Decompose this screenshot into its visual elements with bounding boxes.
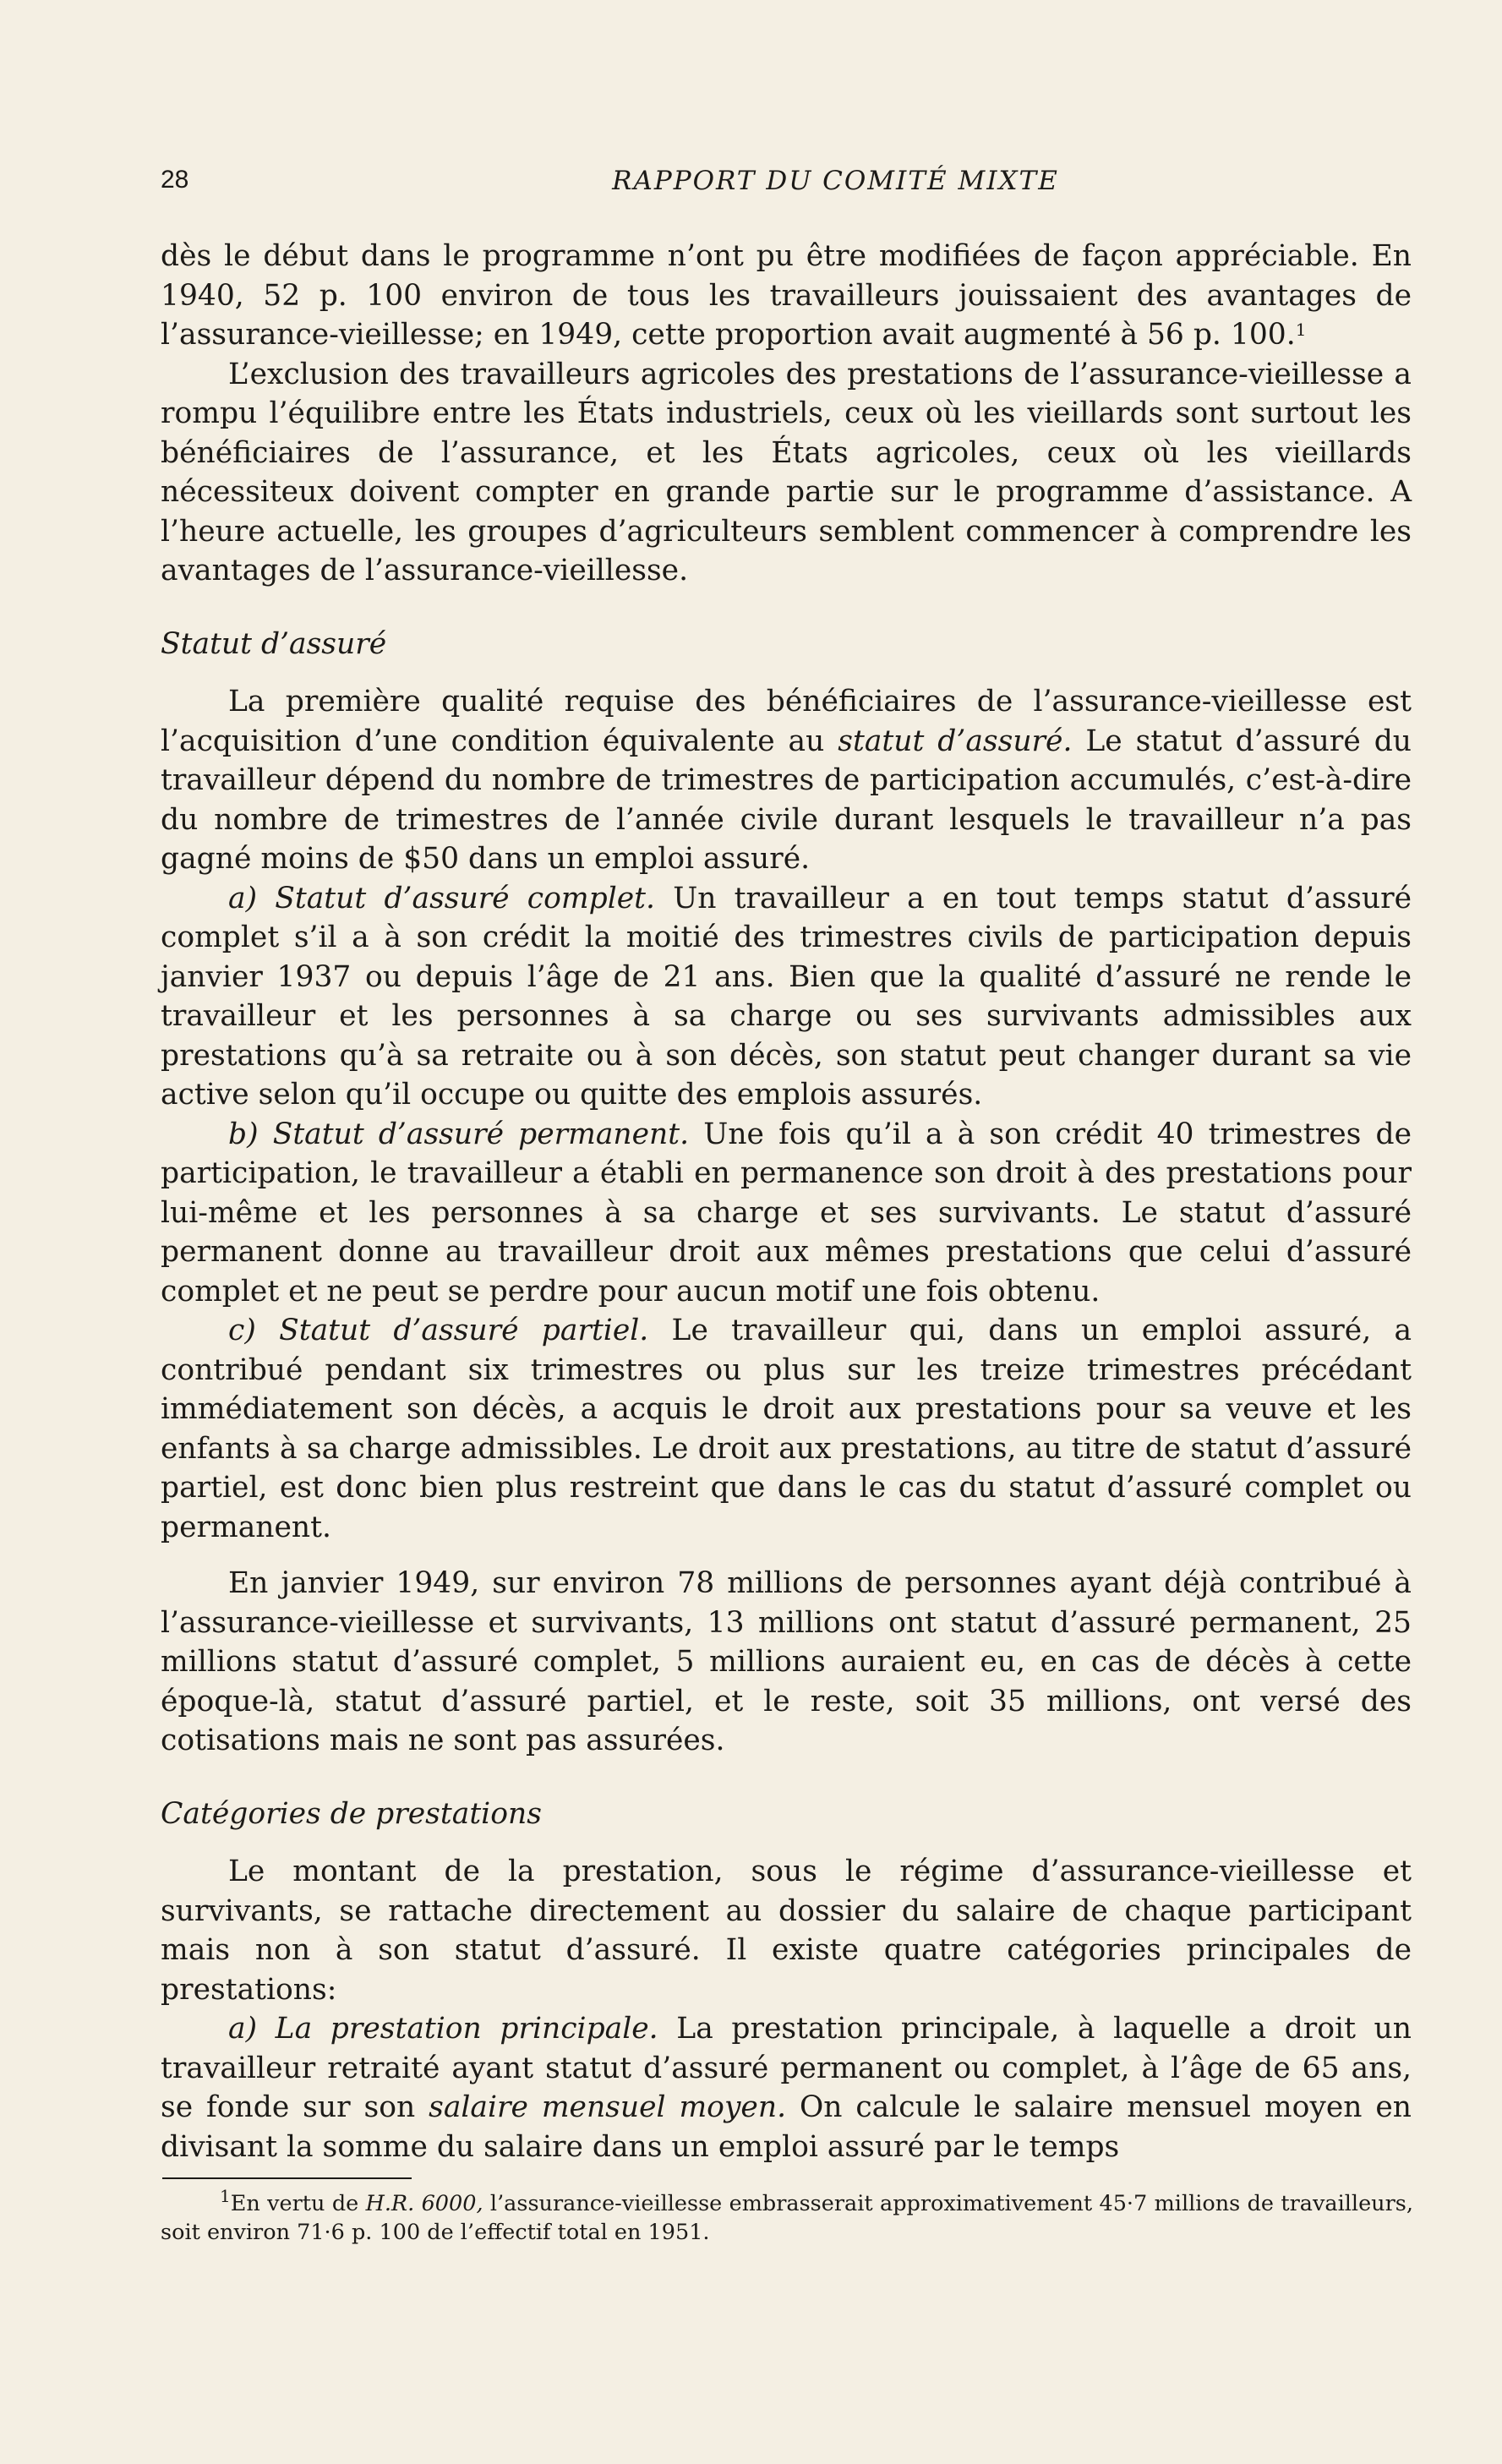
item-text: Le travailleur qui, dans un emploi assuré, a contribué pendant six trimestres ou plus sur les treize trimestres précédant immédiatement son décès, a acquis le droit aux prestations pour sa veuve et les enfants à sa charge admissibles. Le droit aux prestations, au titre de statut d’assuré partiel, est donc bien plus restreint que dans le cas du statut d’assuré complet ou permanent. — [161, 1314, 1412, 1544]
item-label: a) — [228, 881, 258, 915]
paragraph: L’exclusion des travailleurs agricoles des prestations de l’assurance-vieillesse a rompu l’équilibre entre les États industriels, ceux où les vieillards sont surtout les bénéficiaires de l’assurance, et les États agricoles, ceux où les vieillards nécessiteux doivent compter en grande partie sur le programme d’assistance. A l’heure actuelle, les groupes d’agriculteurs semblent commencer à comprendre les avantages de l’assurance-vieillesse. — [161, 357, 1412, 587]
item-label: b) — [228, 1117, 259, 1151]
item-title: La prestation principale. — [275, 2012, 658, 2046]
page-number: 28 — [161, 166, 189, 194]
paragraph-text: Le statut d’assuré du travailleur dépend du nombre de trimestres de participation accumulés, c’est-à-dire du nombre de trimestres de l’année civile durant lesquels le travailleur n’a pas gagné moins de $50 dans un emploi assuré. — [161, 724, 1412, 876]
paragraph — [161, 237, 1412, 355]
emphasis: statut d’assuré. — [838, 724, 1073, 758]
footnote-mark: 1 — [220, 2186, 231, 2206]
paragraph: Le montant de la prestation, sous le régime d’assurance-vieillesse et survivants, se rattache directement au dossier du salaire de chaque participant mais non à son statut d’assuré. Il existe quatre catégories principales de prestations: — [161, 1855, 1412, 2007]
item-title: Statut d’assuré complet. — [275, 881, 655, 915]
footnote-part: l’assurance-vieillesse embrasserait approximativement 45·7 millions de travailleurs, soit environ 71·6 p. 100 de l’effectif total en 1951. — [161, 2191, 1413, 2245]
list-item — [161, 2009, 1412, 2166]
item-label: c) — [228, 1314, 256, 1347]
page-header — [161, 166, 1409, 199]
emphasis: salaire mensuel moyen. — [429, 2090, 787, 2124]
footnote-text — [161, 2186, 1413, 2247]
item-text: La prestation principale, à laquelle a droit un travailleur retraité ayant statut d’assuré permanent ou complet, à l’âge de 65 ans, se fonde sur son — [161, 2012, 1412, 2124]
list-item — [161, 1115, 1412, 1312]
paragraph — [161, 682, 1412, 879]
footnote — [161, 2186, 1413, 2247]
section-heading: Catégories de prestations — [161, 1796, 542, 1831]
body-text — [161, 237, 1412, 2166]
paragraph-text: dès le début dans le programme n’ont pu être modifiées de façon appréciable. En 1940, 52 p. 100 environ de tous les travailleurs jouissaient des avantages de l’assurance-vieillesse; en 1949, cette proportion avait augmenté à 56 p. 100. — [161, 239, 1412, 352]
paragraph: En janvier 1949, sur environ 78 millions de personnes ayant déjà contribué à l’assurance-vieillesse et survivants, 13 millions ont statut d’assuré permanent, 25 millions statut d’assuré complet, 5 millions auraient eu, en cas de décès à cette époque-là, statut d’assuré partiel, et le reste, soit 35 millions, ont versé des cotisations mais ne sont pas assurées. — [161, 1566, 1412, 1757]
list-item — [161, 1311, 1412, 1547]
item-label: a) — [228, 2012, 258, 2046]
list-item — [161, 879, 1412, 1115]
section-heading: Statut d’assuré — [161, 626, 387, 661]
item-text: On calcule le salaire mensuel moyen en divisant la somme du salaire dans un emploi assuré par le temps — [161, 2090, 1412, 2164]
footnote-rule — [162, 2177, 412, 2179]
item-text: Un travailleur a en tout temps statut d’assuré complet s’il a à son crédit la moitié des trimestres civils de participation depuis janvier 1937 ou depuis l’âge de 21 ans. Bien que la qualité d’assuré ne rende le travailleur et les personnes à sa charge ou ses survivants admissibles aux prestations qu’à sa retraite ou à son décès, son statut peut changer durant sa vie active selon qu’il occupe ou quitte des emplois assurés. — [161, 881, 1412, 1112]
item-text: Une fois qu’il a à son crédit 40 trimestres de participation, le travailleur a établi en permanence son droit à des prestations pour lui-même et les personnes à sa charge et ses survivants. Le statut d’assuré permanent donne au travailleur droit aux mêmes prestations que celui d’assuré complet et ne peut se perdre pour aucun motif une fois obtenu. — [161, 1117, 1412, 1308]
footnote-reference: 1 — [1295, 320, 1307, 340]
running-title: RAPPORT DU COMITÉ MIXTE — [612, 166, 1059, 196]
item-title: Statut d’assuré partiel. — [279, 1314, 649, 1347]
item-title: Statut d’assuré permanent. — [272, 1117, 690, 1151]
bill-reference: H.R. 6000, — [365, 2191, 483, 2216]
paragraph-text: La première qualité requise des bénéficiaires de l’assurance-vieillesse est l’acquisition d’une condition équivalente au — [161, 685, 1412, 758]
footnote-part: En vertu de — [230, 2191, 359, 2216]
